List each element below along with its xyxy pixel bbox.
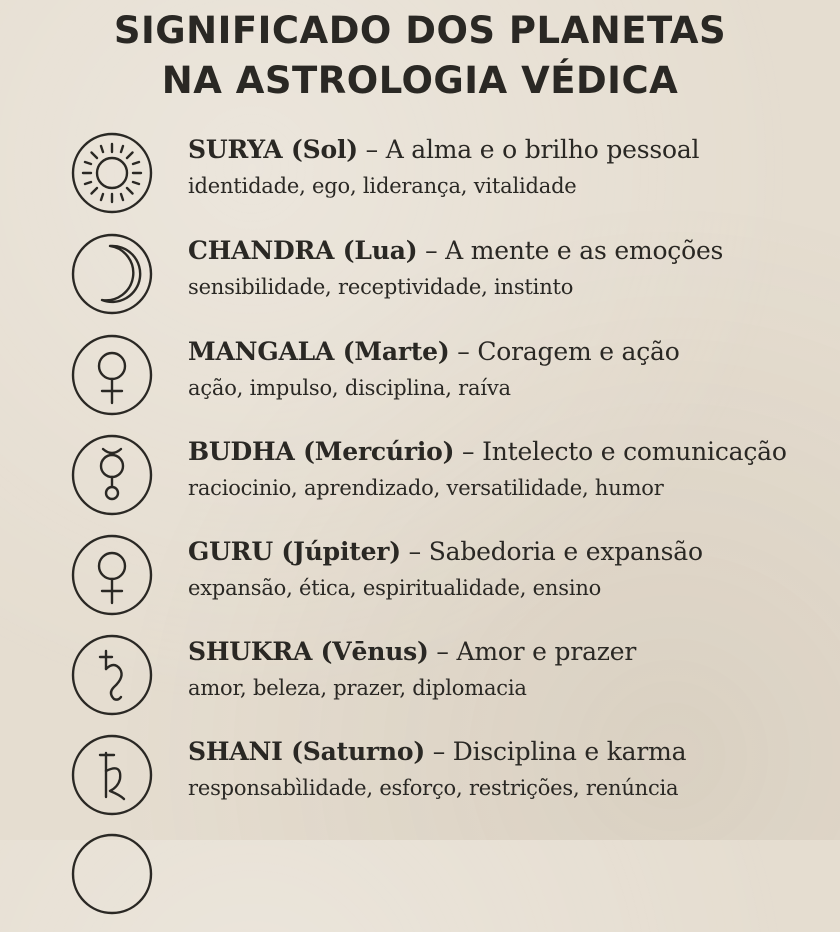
- venus-symbol-icon: [70, 533, 154, 617]
- planet-heading: [188, 437, 787, 466]
- hook-symbol-icon: [70, 733, 154, 817]
- planet-heading: [188, 236, 723, 265]
- planet-item-shukra: [0, 633, 840, 733]
- planet-name: SHANI (Saturno): [188, 737, 425, 766]
- planet-heading: [188, 737, 686, 766]
- planet-item-surya: [0, 131, 840, 231]
- separator: –: [428, 637, 457, 666]
- separator: –: [417, 236, 446, 265]
- planet-name: SURYA (Sol): [188, 135, 358, 164]
- planet-name: SHUKRA (Vēnus): [188, 637, 429, 666]
- planet-name: BUDHA (Mercúrio): [188, 437, 455, 466]
- planet-item-shani: [0, 733, 840, 833]
- planet-theme: A alma e o brilho pessoal: [385, 135, 700, 164]
- saturn-symbol-icon: [70, 633, 154, 717]
- planet-keywords: identidade, ego, liderança, vitalidade: [188, 174, 577, 198]
- planet-keywords: responsabìlidade, esforço, restrições, renúncia: [188, 776, 679, 800]
- planet-name: GURU (Júpiter): [188, 537, 401, 566]
- planet-keywords: ação, impulso, disciplina, raíva: [188, 376, 511, 400]
- separator: –: [454, 437, 483, 466]
- moon-icon: [70, 232, 154, 316]
- planet-keywords: sensibilidade, receptividade, instinto: [188, 275, 574, 299]
- planet-theme: Coragem e ação: [477, 337, 680, 366]
- title-line-2: NA ASTROLOGIA VÉDICA: [161, 59, 679, 102]
- planet-theme: Amor e prazer: [456, 637, 637, 666]
- planet-theme: A mente e as emoções: [445, 236, 724, 265]
- separator: –: [449, 337, 478, 366]
- mercury-symbol-icon: [70, 433, 154, 517]
- planet-theme: Disciplina e karma: [452, 737, 687, 766]
- planet-item-guru: [0, 533, 840, 633]
- planet-item-budha: [0, 433, 840, 533]
- planet-heading: [188, 337, 680, 366]
- planet-keywords: amor, beleza, prazer, diplomacia: [188, 676, 527, 700]
- planet-heading: [188, 537, 703, 566]
- planet-keywords: expansão, ética, espiritualidade, ensino: [188, 576, 602, 600]
- planet-heading: [188, 637, 636, 666]
- planet-item-mangala: [0, 333, 840, 433]
- title-line-1: SIGNIFICADO DOS PLANETAS: [113, 9, 727, 52]
- planet-item-chandra: [0, 232, 840, 332]
- planet-keywords: raciocinio, aprendizado, versatilidade, humor: [188, 476, 664, 500]
- separator: –: [357, 135, 386, 164]
- separator: –: [424, 737, 453, 766]
- sun-icon: [70, 131, 154, 215]
- planet-item-partial: [0, 832, 840, 932]
- planet-theme: Sabedoria e expansão: [428, 537, 703, 566]
- partial-planet-icon: [70, 832, 154, 916]
- separator: –: [400, 537, 429, 566]
- planet-theme: Intelecto e comunicação: [482, 437, 787, 466]
- planet-heading: [188, 135, 699, 164]
- planet-name: MANGALA (Marte): [188, 337, 450, 366]
- planet-name: CHANDRA (Lua): [188, 236, 418, 265]
- venus-symbol-icon: [70, 333, 154, 417]
